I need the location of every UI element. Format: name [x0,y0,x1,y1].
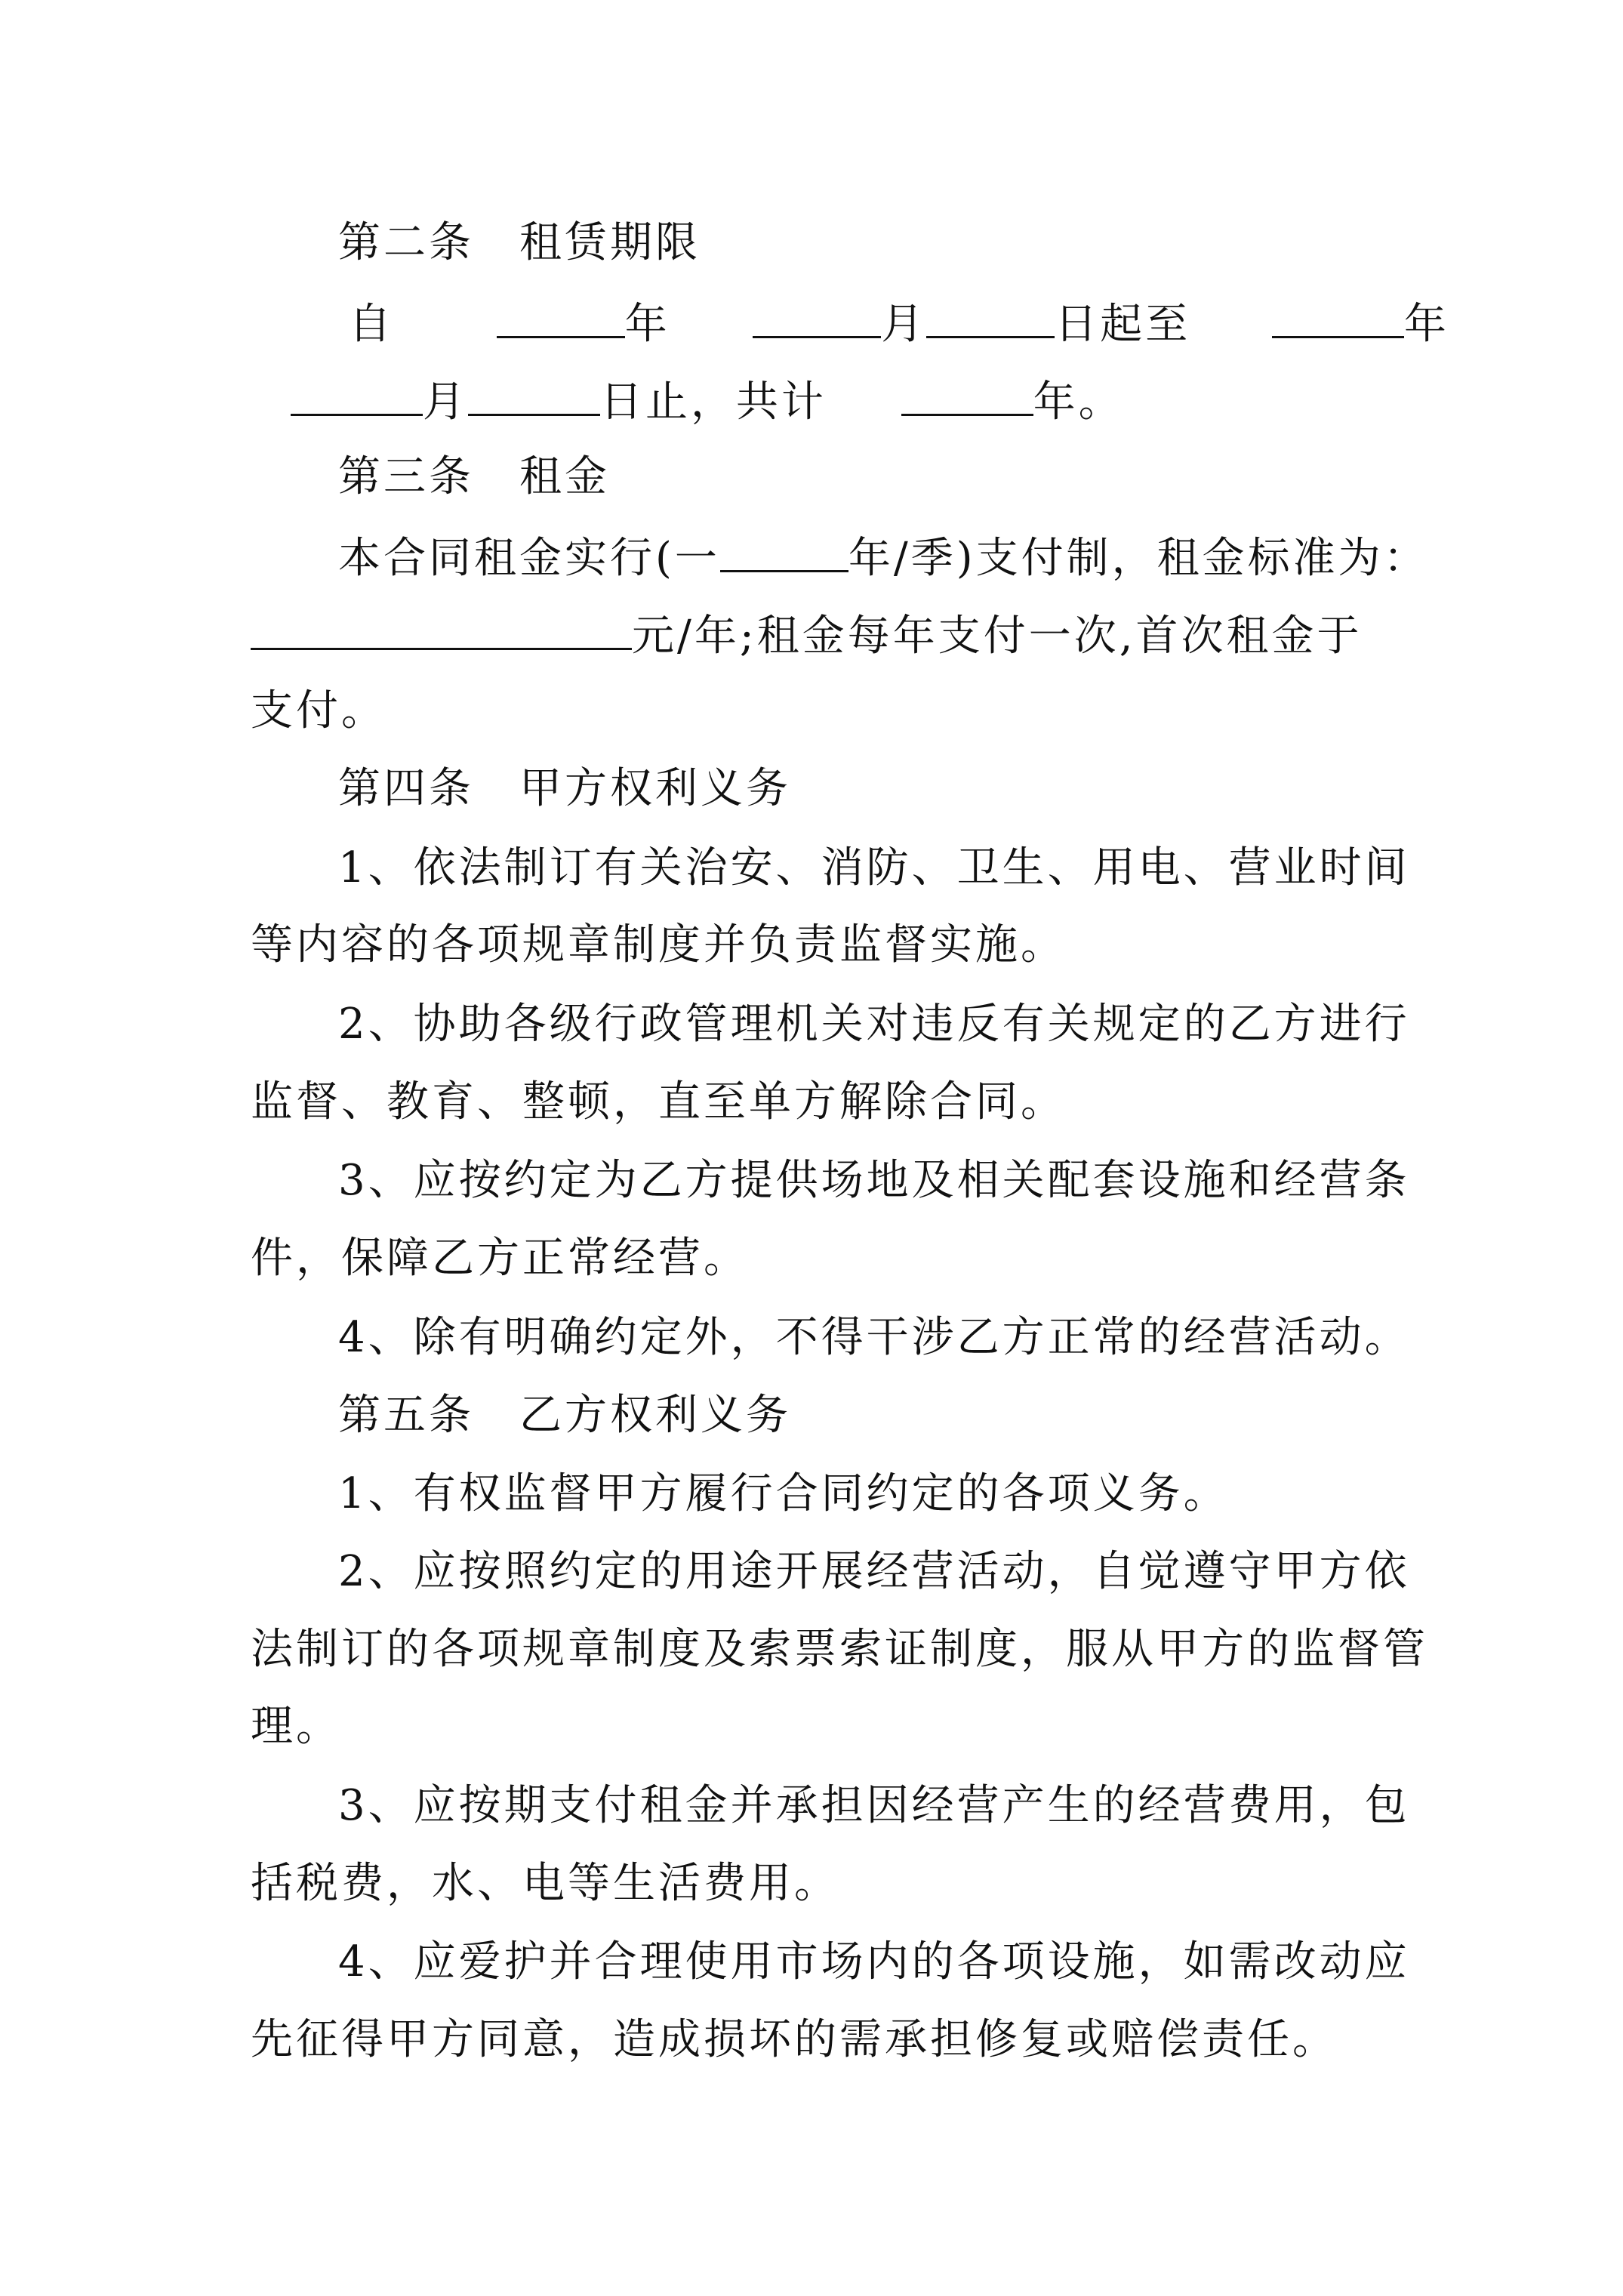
article-4-item-3-line-1: 3、应按约定为乙方提供场地及相关配套设施和经营条 [338,1156,1410,1205]
article-5-item-4-line-1: 4、应爱护并合理使用市场内的各项设施，如需改动应 [338,1937,1410,1986]
article-2-heading: 第二条 租赁期限 [338,218,701,267]
end-day-blank[interactable] [468,376,600,416]
total-years-blank[interactable] [901,376,1033,416]
end-day-label: 日止，共计 [600,378,827,427]
article-5-item-2-line-1: 2、应按照约定的用途开展经营活动，自觉遵守甲方依 [338,1547,1410,1596]
article-5-item-3-line-1: 3、应按期支付租金并承担因经营产生的经营费用，包 [338,1781,1410,1830]
rent-payment-label: 本合同租金实行(一 [338,534,720,583]
article-5-heading: 第五条 乙方权利义务 [338,1391,791,1440]
article-4-item-1-line-1: 1、依法制订有关治安、消防、卫生、用电、营业时间 [338,843,1410,892]
start-day-blank[interactable] [926,298,1055,338]
rent-line-1 [338,532,1429,581]
article-4-item-2-line-2: 监督、教育、整顿，直至单方解除合同。 [251,1077,1066,1126]
rent-amount-blank[interactable] [251,610,632,650]
start-month-blank[interactable] [753,298,881,338]
end-month-blank[interactable] [291,376,423,416]
payment-period-blank[interactable] [720,532,848,572]
article-4-item-3-line-2: 件，保障乙方正常经营。 [251,1234,749,1283]
article-5-item-1-line-1: 1、有权监督甲方履行合同约定的各项义务。 [338,1469,1229,1518]
rent-amount-label: 元/年;租金每年支付一次,首次租金于 [632,612,1363,661]
end-month-label: 月 [423,378,468,427]
end-year-label: 年 [1403,300,1449,349]
article-4-item-2-line-1: 2、协助各级行政管理机关对违反有关规定的乙方进行 [338,1000,1410,1049]
article-4-item-4-line-1: 4、除有明确约定外，不得干涉乙方正常的经营活动。 [338,1313,1410,1362]
article-4-item-1-line-2: 等内容的各项规章制度并负责监督实施。 [251,920,1066,969]
rent-standard-label: 年/季)支付制，租金标准为： [848,534,1429,583]
rent-line-2 [251,610,1363,661]
total-years-label: 年。 [1033,378,1124,427]
start-day-label: 日起至 [1055,300,1191,349]
article-5-item-3-line-2: 括税费，水、电等生活费用。 [251,1859,839,1908]
start-month-label: 月 [881,300,927,349]
from-label: 自 [349,300,394,349]
article-5-item-2-line-2: 法制订的各项规章制度及索票索证制度，服从甲方的监督管 [251,1625,1428,1674]
start-year-label: 年 [624,300,670,349]
article-3-heading: 第三条 租金 [338,452,610,501]
article-4-heading: 第四条 甲方权利义务 [338,764,791,813]
lease-term-line-1 [349,298,1449,347]
article-5-item-2-line-3: 理。 [251,1702,341,1751]
article-5-item-4-line-2: 先征得甲方同意，造成损坏的需承担修复或赔偿责任。 [251,2015,1338,2064]
start-year-blank[interactable] [497,298,625,338]
end-year-blank[interactable] [1272,298,1404,338]
rent-line-3: 支付。 [251,686,387,735]
lease-term-line-2 [291,376,1124,427]
